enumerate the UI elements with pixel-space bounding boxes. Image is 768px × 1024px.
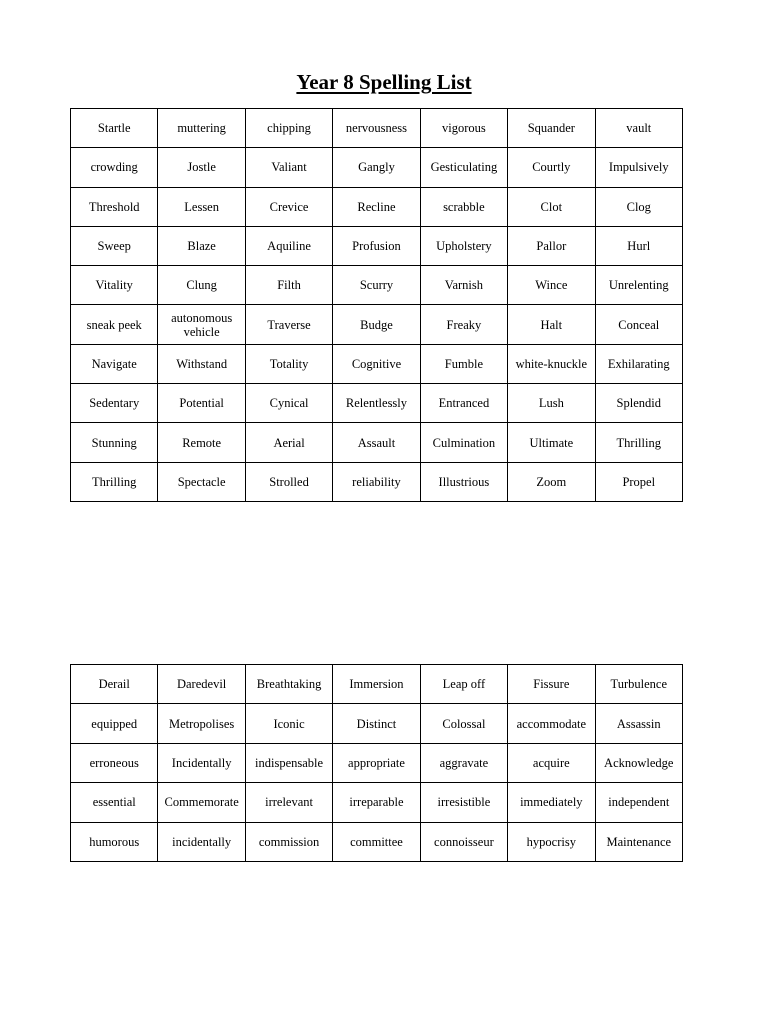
- spelling-word-cell: Leap off: [420, 665, 507, 704]
- spelling-word-cell: Freaky: [420, 305, 507, 344]
- spelling-word-cell: Iconic: [245, 704, 332, 743]
- table-row: [71, 704, 683, 743]
- spelling-word-cell: Strolled: [245, 462, 332, 501]
- spelling-word-cell: Budge: [333, 305, 420, 344]
- spelling-word-cell: Sweep: [71, 226, 158, 265]
- spelling-word-cell: Lush: [508, 384, 595, 423]
- spelling-word-cell: Scurry: [333, 266, 420, 305]
- spelling-word-cell: Squander: [508, 109, 595, 148]
- spelling-word-cell: Aerial: [245, 423, 332, 462]
- spelling-word-cell: chipping: [245, 109, 332, 148]
- spelling-word-cell: immediately: [508, 783, 595, 822]
- spelling-word-cell: Halt: [508, 305, 595, 344]
- spelling-word-cell: Sedentary: [71, 384, 158, 423]
- table-row: [71, 783, 683, 822]
- spelling-word-cell: Daredevil: [158, 665, 245, 704]
- table-row: [71, 822, 683, 861]
- spelling-word-cell: commission: [245, 822, 332, 861]
- spelling-word-cell: nervousness: [333, 109, 420, 148]
- spelling-word-cell: Entranced: [420, 384, 507, 423]
- spelling-word-cell: Courtly: [508, 148, 595, 187]
- spelling-word-cell: Incidentally: [158, 743, 245, 782]
- spelling-word-cell: Valiant: [245, 148, 332, 187]
- spelling-word-cell: Ultimate: [508, 423, 595, 462]
- spelling-word-cell: Blaze: [158, 226, 245, 265]
- spelling-word-cell: Potential: [158, 384, 245, 423]
- spelling-word-cell: reliability: [333, 462, 420, 501]
- spelling-word-cell: Pallor: [508, 226, 595, 265]
- spelling-table-1: [70, 108, 683, 502]
- table-row: [71, 226, 683, 265]
- spelling-word-cell: indispensable: [245, 743, 332, 782]
- spelling-word-cell: Fissure: [508, 665, 595, 704]
- spelling-word-cell: Acknowledge: [595, 743, 682, 782]
- spelling-word-cell: white-knuckle: [508, 344, 595, 383]
- spelling-word-cell: Vitality: [71, 266, 158, 305]
- table-row: [71, 423, 683, 462]
- spelling-word-cell: essential: [71, 783, 158, 822]
- spelling-word-cell: Unrelenting: [595, 266, 682, 305]
- spelling-word-cell: Colossal: [420, 704, 507, 743]
- spelling-word-cell: Withstand: [158, 344, 245, 383]
- spelling-word-cell: scrabble: [420, 187, 507, 226]
- spelling-word-cell: Assault: [333, 423, 420, 462]
- spelling-word-cell: acquire: [508, 743, 595, 782]
- spelling-word-cell: vigorous: [420, 109, 507, 148]
- spelling-word-cell: Threshold: [71, 187, 158, 226]
- spelling-word-cell: crowding: [71, 148, 158, 187]
- spelling-word-cell: Upholstery: [420, 226, 507, 265]
- spelling-word-cell: Turbulence: [595, 665, 682, 704]
- spelling-word-cell: irresistible: [420, 783, 507, 822]
- spelling-word-cell: humorous: [71, 822, 158, 861]
- spelling-word-cell: Metropolises: [158, 704, 245, 743]
- spelling-word-cell: Zoom: [508, 462, 595, 501]
- spelling-word-cell: erroneous: [71, 743, 158, 782]
- spelling-word-cell: accommodate: [508, 704, 595, 743]
- spelling-word-cell: Traverse: [245, 305, 332, 344]
- table-row: [71, 384, 683, 423]
- spelling-word-cell: Varnish: [420, 266, 507, 305]
- table-row: [71, 665, 683, 704]
- table-row: [71, 305, 683, 344]
- spelling-word-cell: Wince: [508, 266, 595, 305]
- table-row: [71, 743, 683, 782]
- spelling-word-cell: equipped: [71, 704, 158, 743]
- spelling-word-cell: Filth: [245, 266, 332, 305]
- spelling-word-cell: Propel: [595, 462, 682, 501]
- spelling-word-cell: Stunning: [71, 423, 158, 462]
- spelling-word-cell: autonomous vehicle: [158, 305, 245, 344]
- spelling-word-cell: Breathtaking: [245, 665, 332, 704]
- spelling-word-cell: Spectacle: [158, 462, 245, 501]
- spelling-word-cell: Lessen: [158, 187, 245, 226]
- spelling-word-cell: Thrilling: [71, 462, 158, 501]
- table-row: [71, 187, 683, 226]
- spelling-word-cell: Aquiline: [245, 226, 332, 265]
- spelling-word-cell: Gangly: [333, 148, 420, 187]
- page-title: Year 8 Spelling List: [296, 70, 472, 94]
- table-row: [71, 266, 683, 305]
- spelling-word-cell: Relentlessly: [333, 384, 420, 423]
- table-row: [71, 148, 683, 187]
- spelling-word-cell: Exhilarating: [595, 344, 682, 383]
- spelling-word-cell: hypocrisy: [508, 822, 595, 861]
- spelling-word-cell: Jostle: [158, 148, 245, 187]
- spelling-word-cell: Remote: [158, 423, 245, 462]
- spelling-word-cell: Distinct: [333, 704, 420, 743]
- spelling-word-cell: appropriate: [333, 743, 420, 782]
- spelling-word-cell: Maintenance: [595, 822, 682, 861]
- table-row: [71, 462, 683, 501]
- spelling-word-cell: Navigate: [71, 344, 158, 383]
- spelling-word-cell: muttering: [158, 109, 245, 148]
- spelling-word-cell: Cynical: [245, 384, 332, 423]
- spelling-word-cell: Clot: [508, 187, 595, 226]
- spelling-word-cell: Recline: [333, 187, 420, 226]
- spelling-word-cell: Crevice: [245, 187, 332, 226]
- spelling-word-cell: Impulsively: [595, 148, 682, 187]
- spelling-word-cell: Assassin: [595, 704, 682, 743]
- spelling-word-cell: aggravate: [420, 743, 507, 782]
- table-row: [71, 109, 683, 148]
- spelling-word-cell: irreparable: [333, 783, 420, 822]
- spelling-word-cell: Totality: [245, 344, 332, 383]
- spelling-word-cell: Fumble: [420, 344, 507, 383]
- table-row: [71, 344, 683, 383]
- spelling-word-cell: Commemorate: [158, 783, 245, 822]
- spelling-word-cell: Cognitive: [333, 344, 420, 383]
- spelling-table-2: [70, 664, 683, 862]
- spelling-word-cell: independent: [595, 783, 682, 822]
- spelling-word-cell: Derail: [71, 665, 158, 704]
- spelling-word-cell: Clog: [595, 187, 682, 226]
- spelling-word-cell: Conceal: [595, 305, 682, 344]
- spelling-word-cell: sneak peek: [71, 305, 158, 344]
- spelling-word-cell: irrelevant: [245, 783, 332, 822]
- spelling-word-cell: Profusion: [333, 226, 420, 265]
- spelling-word-cell: incidentally: [158, 822, 245, 861]
- spelling-word-cell: vault: [595, 109, 682, 148]
- spelling-word-cell: Culmination: [420, 423, 507, 462]
- spelling-word-cell: Thrilling: [595, 423, 682, 462]
- spelling-word-cell: connoisseur: [420, 822, 507, 861]
- spelling-word-cell: Startle: [71, 109, 158, 148]
- spelling-word-cell: Hurl: [595, 226, 682, 265]
- spelling-word-cell: Immersion: [333, 665, 420, 704]
- spelling-word-cell: Gesticulating: [420, 148, 507, 187]
- spelling-word-cell: Illustrious: [420, 462, 507, 501]
- spelling-word-cell: Clung: [158, 266, 245, 305]
- spelling-word-cell: committee: [333, 822, 420, 861]
- spelling-word-cell: Splendid: [595, 384, 682, 423]
